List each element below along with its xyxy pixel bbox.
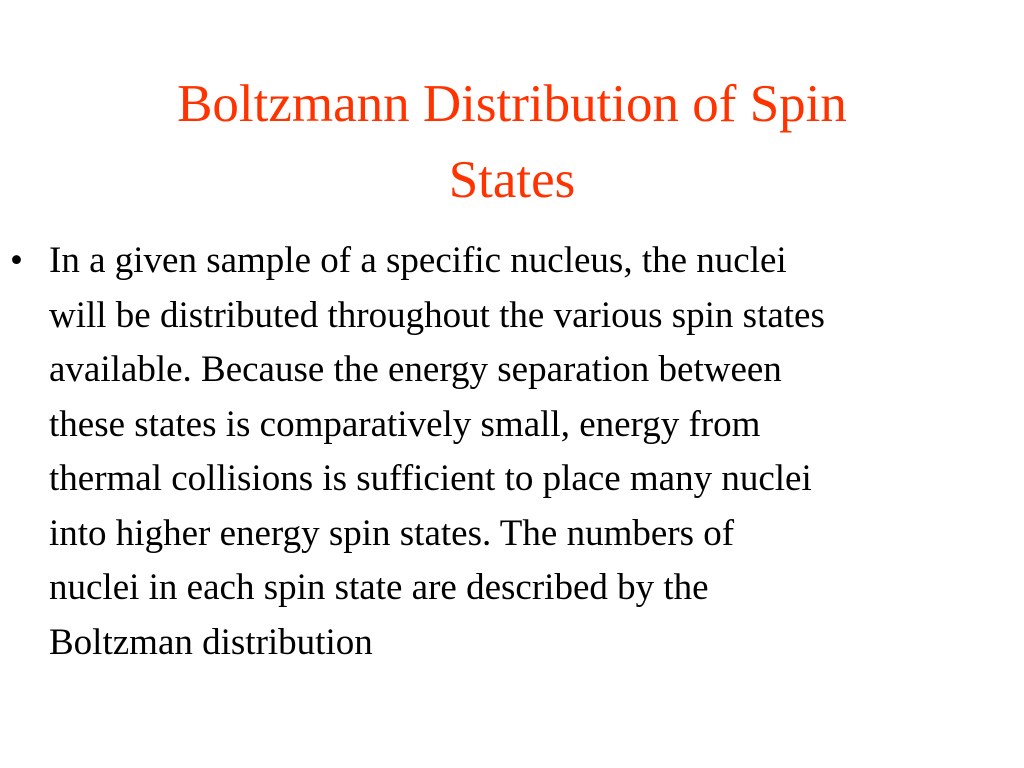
bullet-line-6: into higher energy spin states. The numbers of: [49, 512, 735, 554]
bullet-line-3: available. Because the energy separation between: [49, 349, 782, 390]
bullet-line-8: Boltzman distribution: [49, 621, 373, 663]
bullet-list: [0, 234, 1024, 670]
bullet-line-2: will be distributed throughout the various spin states: [49, 294, 825, 336]
bullet-item: [0, 234, 1024, 670]
bullet-line-7: nuclei in each spin state are described by the: [49, 567, 709, 608]
bullet-line-1: In a given sample of a specific nucleus, the nuclei: [49, 240, 787, 281]
slide-title: [0, 66, 1024, 218]
bullet-marker: •: [10, 240, 23, 281]
bullet-line-5: thermal collisions is sufficient to place many nuclei: [49, 458, 812, 499]
title-line-1: Boltzmann Distribution of Spin: [177, 75, 847, 133]
bullet-line-4: these states is comparatively small, energy from: [49, 403, 761, 445]
title-line-2: States: [448, 151, 576, 209]
